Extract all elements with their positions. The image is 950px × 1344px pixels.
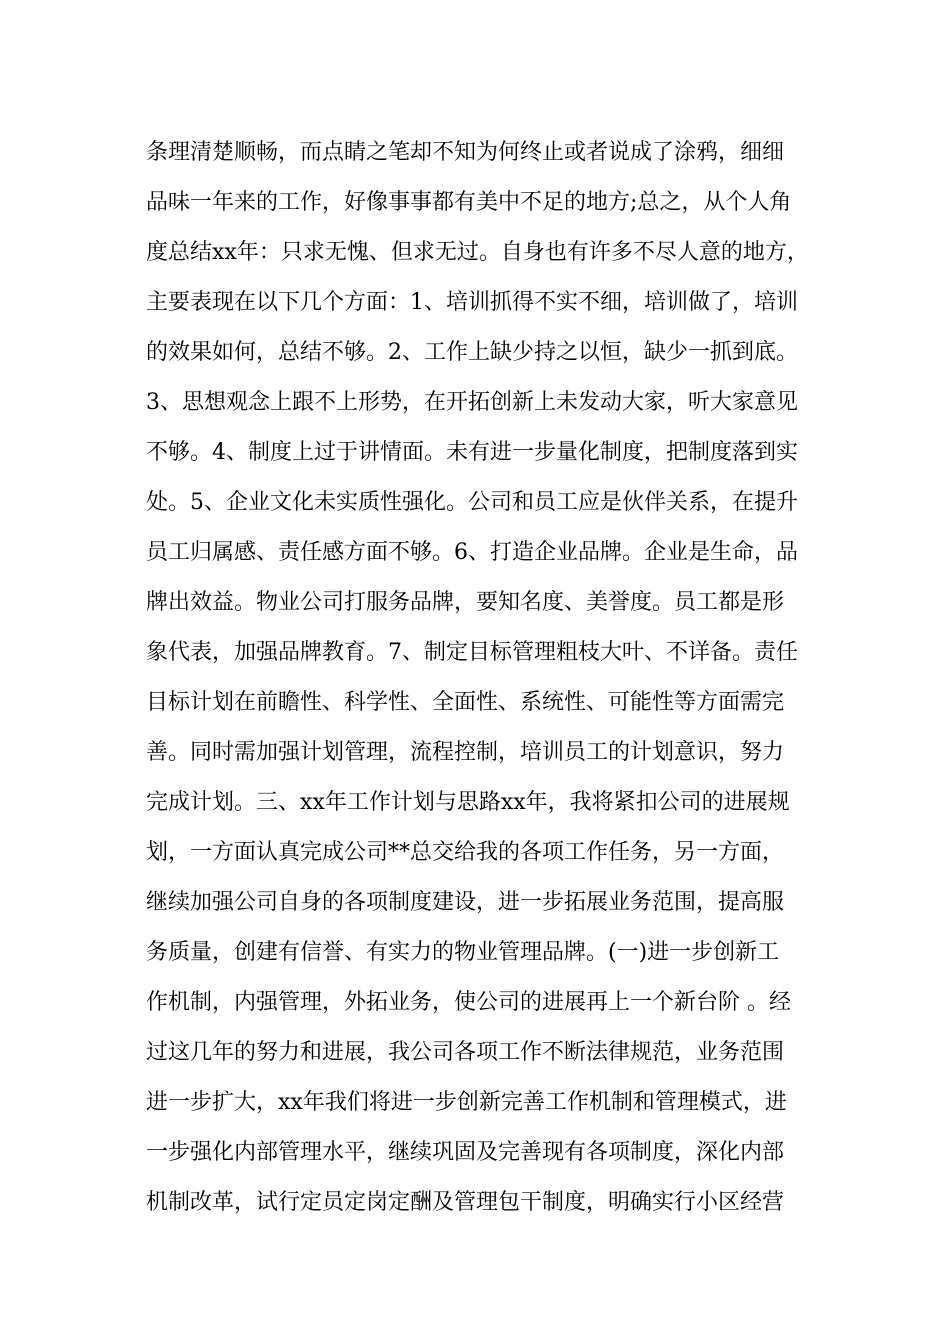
text-line: 继续加强公司自身的各项制度建设，进一步拓展业务范围，提高服 (146, 890, 785, 915)
text-line: 品味一年来的工作，好像事事都有美中不足的地方;总之，从个人角 (146, 190, 792, 215)
text-line: 进一步扩大，xx年我们将进一步创新完善工作机制和管理模式，进 (146, 1090, 787, 1115)
body-text (146, 128, 836, 1228)
text-line: 的效果如何，总结不够。2、工作上缺少持之以恒，缺少一抓到底。 (146, 340, 798, 365)
text-line: 作机制，内强管理，外拓业务，使公司的进展再上一个新台阶 。经 (146, 990, 791, 1015)
text-line: 过这几年的努力和进展，我公司各项工作不断法律规范，业务范围 (146, 1040, 785, 1065)
text-line: 务质量，创建有信誉、有实力的物业管理品牌。(一)进一步创新工 (146, 940, 780, 965)
text-line: 主要表现在以下几个方面：1、培训抓得不实不细，培训做了，培训 (146, 290, 798, 315)
text-line: 条理清楚顺畅，而点睛之笔却不知为何终止或者说成了涂鸦，细细 (146, 140, 785, 165)
text-line: 处。5、企业文化未实质性强化。公司和员工应是伙伴关系，在提升 (146, 490, 798, 515)
text-line: 划，一方面认真完成公司**总交给我的各项工作任务，另一方面， (146, 840, 785, 865)
text-line: 一步强化内部管理水平，继续巩固及完善现有各项制度，深化内部 (146, 1140, 785, 1165)
text-line: 3、思想观念上跟不上形势，在开拓创新上未发动大家，听大家意见 (146, 390, 798, 415)
text-line: 目标计划在前瞻性、科学性、全面性、系统性、可能性等方面需完 (146, 690, 785, 715)
text-line: 善。同时需加强计划管理，流程控制，培训员工的计划意识，努力 (146, 740, 785, 765)
text-line: 完成计划。三、xx年工作计划与思路xx年，我将紧扣公司的进展规 (146, 790, 790, 815)
text-line: 机制改革，试行定员定岗定酬及管理包干制度，明确实行小区经营 (146, 1190, 785, 1215)
text-line: 牌出效益。物业公司打服务品牌，要知名度、美誉度。员工都是形 (146, 590, 785, 615)
text-line: 不够。4、制度上过于讲情面。未有进一步量化制度，把制度落到实 (146, 440, 798, 465)
text-line: 员工归属感、责任感方面不够。6、打造企业品牌。企业是生命，品 (146, 540, 798, 565)
text-line: 象代表，加强品牌教育。7、制定目标管理粗枝大叶、不详备。责任 (146, 640, 798, 665)
text-line: 度总结xx年：只求无愧、但求无过。自身也有许多不尽人意的地方， (146, 240, 809, 265)
